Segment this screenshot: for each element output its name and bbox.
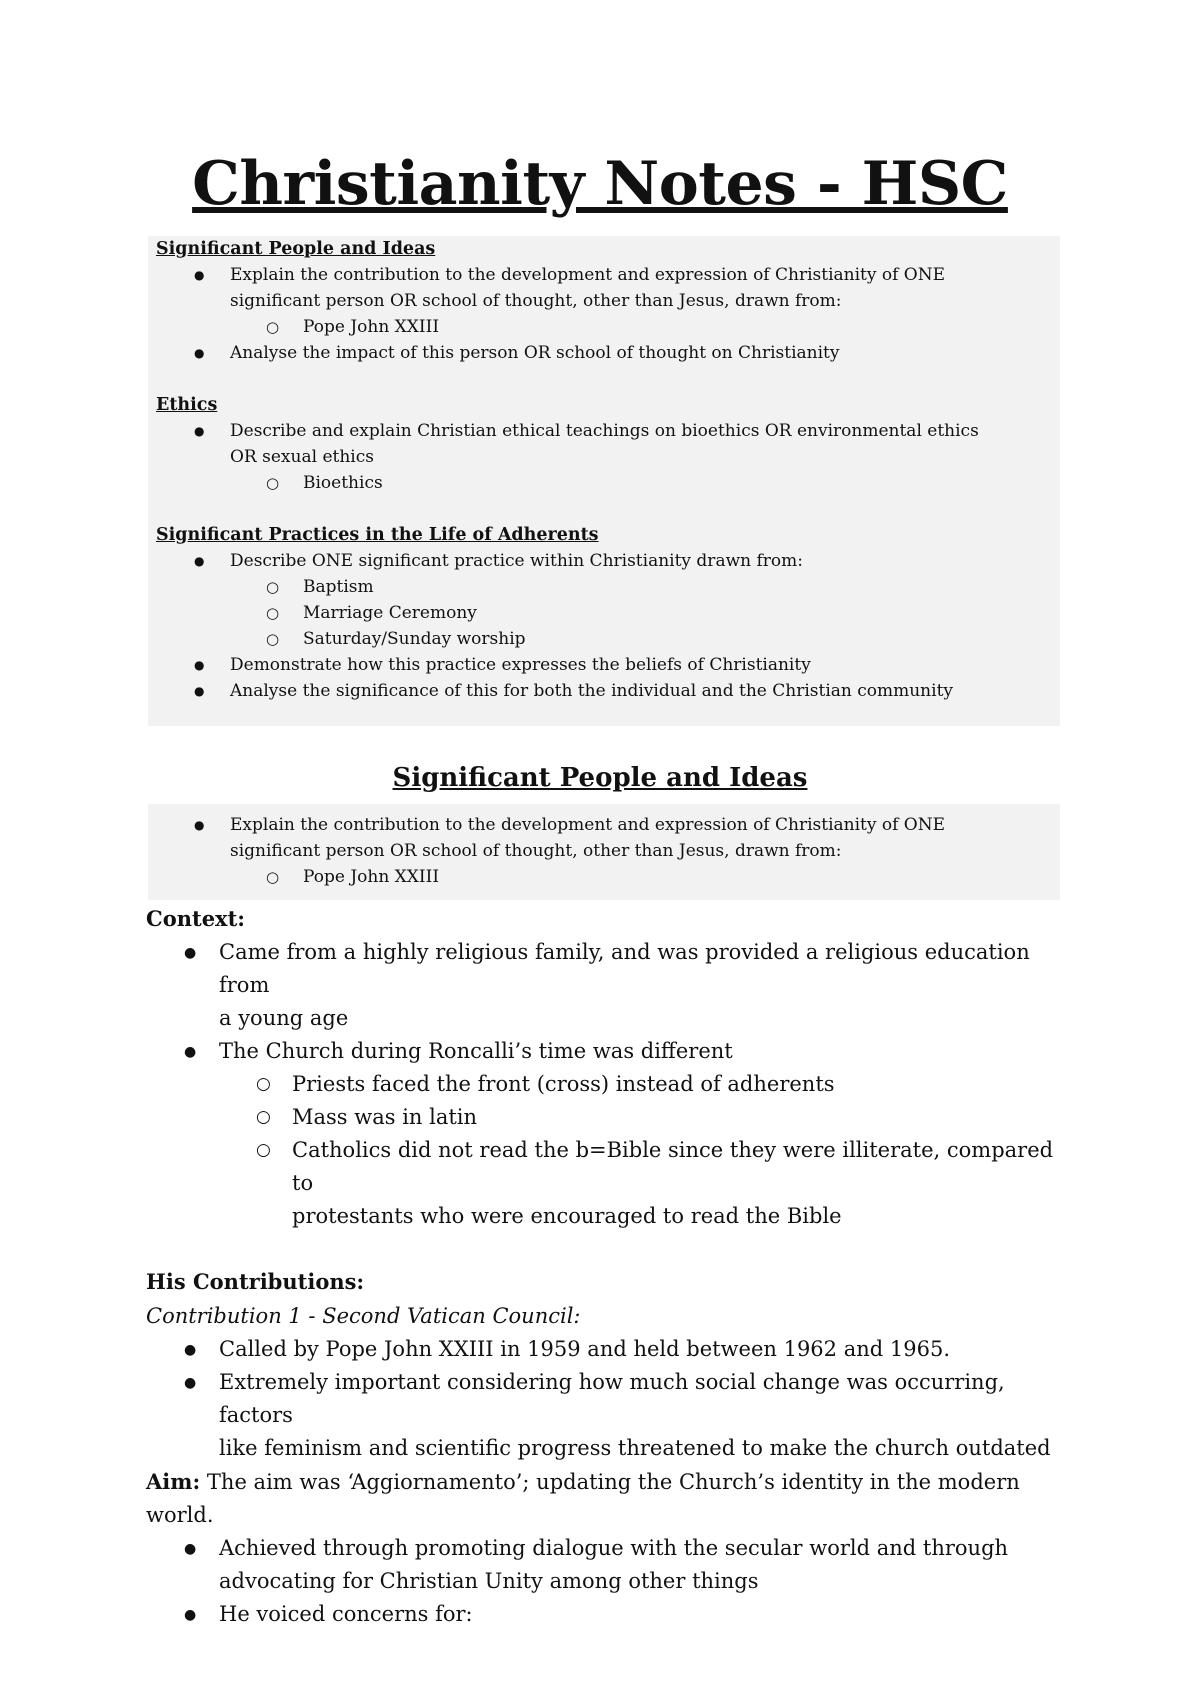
list-item: ● Explain the contribution to the development and expression of Christianity of ONE [148, 812, 1060, 838]
list-item: ● Achieved through promoting dialogue with the secular world and through [146, 1532, 1066, 1565]
notes-body [146, 902, 1066, 1631]
list-item: ● Came from a highly religious family, and was provided a religious education from [146, 936, 1066, 1002]
section-syllabus-list [148, 812, 1060, 890]
list-item-continuation: significant person OR school of thought, other than Jesus, drawn from: [230, 841, 842, 861]
list-item-continuation: OR sexual ethics [230, 447, 374, 467]
aim-text: The aim was ‘Aggiornamento’; updating the Church’s identity in the modern world. [146, 1470, 1020, 1527]
aim-line [146, 1465, 1066, 1532]
section-heading-practices: Significant Practices in the Life of Adherents [156, 525, 599, 545]
sub-list-item: ○ Priests faced the front (cross) instead of adherents [146, 1068, 1066, 1101]
list-item-continuation: significant person OR school of thought, other than Jesus, drawn from: [230, 291, 842, 311]
document-title: Christianity Notes - HSC [192, 149, 1008, 219]
sub-list-item: ○ Catholics did not read the b=Bible since they were illiterate, compared to [146, 1134, 1066, 1200]
list-item: ● Called by Pope John XXIII in 1959 and held between 1962 and 1965. [146, 1333, 1066, 1366]
list-item-continuation: a young age [219, 1006, 349, 1030]
list-item-continuation: like feminism and scientific progress threatened to make the church outdated [219, 1436, 1051, 1460]
people-list [148, 262, 1060, 366]
sub-list-item: ○ Mass was in latin [146, 1101, 1066, 1134]
list-item: ● Describe ONE significant practice within Christianity drawn from: [148, 548, 1060, 574]
sub-list-item: ○ Baptism [148, 574, 1060, 600]
practices-list [148, 548, 1060, 704]
sub-list-item: ○ Pope John XXIII [148, 314, 1060, 340]
list-item: ● Demonstrate how this practice expresses the beliefs of Christianity [148, 652, 1060, 678]
syllabus-summary-box [148, 236, 1060, 726]
contribution-title: Contribution 1 - Second Vatican Council: [146, 1304, 581, 1328]
list-item: ● Analyse the significance of this for both the individual and the Christian community [148, 678, 1060, 704]
aim-label: Aim: [146, 1469, 201, 1494]
section-heading-people: Significant People and Ideas [156, 239, 436, 259]
context-heading: Context: [146, 906, 246, 931]
list-item: ● The Church during Roncalli’s time was different [146, 1035, 1066, 1068]
list-item: ● He voiced concerns for: [146, 1598, 1066, 1631]
contributions-heading: His Contributions: [146, 1269, 365, 1294]
sub-list-item: ○ Bioethics [148, 470, 1060, 496]
section-title: Significant People and Ideas [392, 763, 808, 793]
section-syllabus-box [148, 804, 1060, 900]
sub-list-item: ○ Marriage Ceremony [148, 600, 1060, 626]
list-item: ● Describe and explain Christian ethical teachings on bioethics OR environmental ethics [148, 418, 1060, 444]
list-item: ● Explain the contribution to the development and expression of Christianity of ONE [148, 262, 1060, 288]
list-item-continuation: advocating for Christian Unity among other things [219, 1569, 759, 1593]
aim-list [146, 1532, 1066, 1631]
list-item: ● Extremely important considering how much social change was occurring, factors [146, 1366, 1066, 1432]
contribution-list [146, 1333, 1066, 1465]
sub-list-item: ○ Saturday/Sunday worship [148, 626, 1060, 652]
ethics-list [148, 418, 1060, 496]
sub-list-item-continuation: protestants who were encouraged to read the Bible [292, 1204, 842, 1228]
context-list [146, 936, 1066, 1233]
section-heading-ethics: Ethics [156, 395, 218, 415]
list-item: ● Analyse the impact of this person OR school of thought on Christianity [148, 340, 1060, 366]
sub-list-item: ○ Pope John XXIII [148, 864, 1060, 890]
